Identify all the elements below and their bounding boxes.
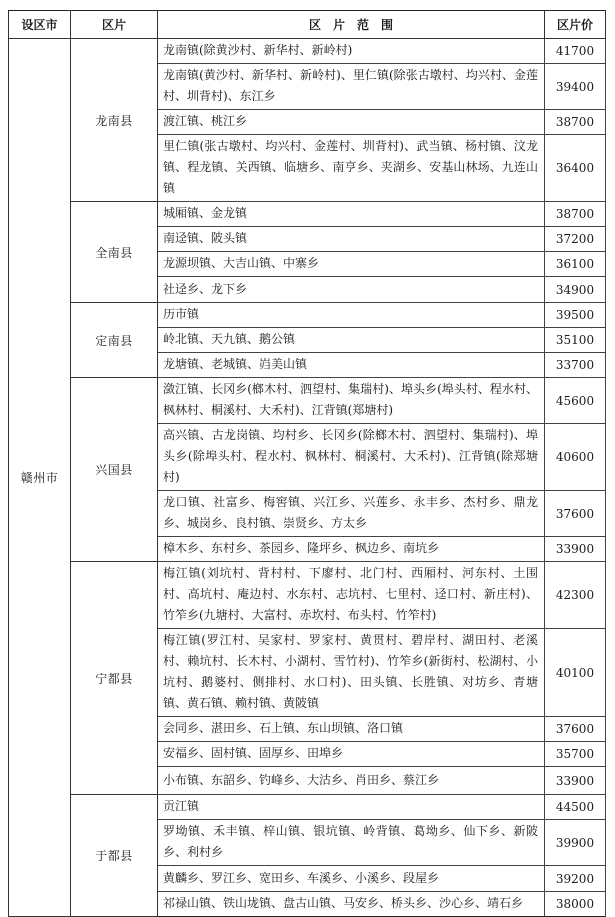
range-cell: 祁禄山镇、铁山垅镇、盘古山镇、马安乡、桥头乡、沙心乡、靖石乡 <box>158 892 545 917</box>
range-cell: 潋江镇、长冈乡(榔木村、泗望村、集瑞村)、埠头乡(埠头村、程水村、枫林村、桐溪村、大禾村)、江背镇(郑塘村) <box>158 378 545 424</box>
price-cell: 33900 <box>545 767 606 795</box>
land-price-sheet <box>8 10 605 917</box>
range-cell: 高兴镇、古龙岗镇、均村乡、长冈乡(除榔木村、泗望村、集瑞村)、埠头乡(除埠头村、程水村、枫林村、桐溪村、大禾村)、江背镇(除郑塘村) <box>158 424 545 491</box>
price-cell: 36100 <box>545 252 606 277</box>
price-cell: 38700 <box>545 202 606 227</box>
price-cell: 44500 <box>545 795 606 820</box>
district-cell: 兴国县 <box>71 378 158 562</box>
district-cell: 宁都县 <box>71 562 158 795</box>
price-cell: 37600 <box>545 491 606 537</box>
range-cell: 安福乡、固村镇、固厚乡、田埠乡 <box>158 742 545 767</box>
header-city: 设区市 <box>9 11 71 39</box>
table-body <box>9 39 606 917</box>
district-cell: 龙南县 <box>71 39 158 202</box>
range-cell: 龙口镇、社富乡、梅窖镇、兴江乡、兴莲乡、永丰乡、杰村乡、鼎龙乡、城岗乡、良村镇、崇贤乡、方太乡 <box>158 491 545 537</box>
price-cell: 42300 <box>545 562 606 629</box>
range-cell: 黄麟乡、罗江乡、宽田乡、车溪乡、小溪乡、段屋乡 <box>158 866 545 892</box>
price-cell: 34900 <box>545 277 606 303</box>
price-cell: 35700 <box>545 742 606 767</box>
range-cell: 历市镇 <box>158 303 545 328</box>
range-cell: 龙塘镇、老城镇、岿美山镇 <box>158 353 545 378</box>
price-cell: 39900 <box>545 820 606 866</box>
price-cell: 35100 <box>545 328 606 353</box>
district-cell: 定南县 <box>71 303 158 378</box>
price-cell: 36400 <box>545 135 606 202</box>
price-cell: 33700 <box>545 353 606 378</box>
price-cell: 37200 <box>545 227 606 252</box>
price-cell: 33900 <box>545 537 606 562</box>
table-row <box>9 378 606 424</box>
price-cell: 39500 <box>545 303 606 328</box>
range-cell: 龙南镇(黄沙村、新华村、新岭村)、里仁镇(除张古墩村、均兴村、金莲村、圳背村)、东江乡 <box>158 64 545 110</box>
table-row <box>9 39 606 64</box>
land-price-table <box>8 10 606 917</box>
range-cell: 罗坳镇、禾丰镇、梓山镇、银坑镇、岭背镇、葛坳乡、仙下乡、新陂乡、利村乡 <box>158 820 545 866</box>
price-cell: 40100 <box>545 629 606 717</box>
range-cell: 龙南镇(除黄沙村、新华村、新岭村) <box>158 39 545 64</box>
price-cell: 39400 <box>545 64 606 110</box>
range-cell: 贡江镇 <box>158 795 545 820</box>
header-price: 区片价 <box>545 11 606 39</box>
district-cell: 全南县 <box>71 202 158 303</box>
range-cell: 小布镇、东韶乡、钓峰乡、大沽乡、肖田乡、蔡江乡 <box>158 767 545 795</box>
header-district: 区片 <box>71 11 158 39</box>
range-cell: 龙源坝镇、大吉山镇、中寨乡 <box>158 252 545 277</box>
header-row <box>9 11 606 39</box>
price-cell: 38000 <box>545 892 606 917</box>
range-cell: 城厢镇、金龙镇 <box>158 202 545 227</box>
price-cell: 45600 <box>545 378 606 424</box>
range-cell: 梅江镇(刘坑村、背村村、下廖村、北门村、西厢村、河东村、土围村、高坑村、庵边村、水东村、志坑村、七里村、迳口村、新庄村)、竹笮乡(九塘村、大富村、赤坎村、布头村、竹笮村) <box>158 562 545 629</box>
range-cell: 里仁镇(张古墩村、均兴村、金莲村、圳背村)、武当镇、杨村镇、汶龙镇、程龙镇、关西镇、临塘乡、南亨乡、夹湖乡、安基山林场、九连山镇 <box>158 135 545 202</box>
city-cell: 赣州市 <box>9 39 71 917</box>
range-cell: 樟木乡、东村乡、茶园乡、隆坪乡、枫边乡、南坑乡 <box>158 537 545 562</box>
price-cell: 37600 <box>545 717 606 742</box>
table-row <box>9 562 606 629</box>
table-row <box>9 303 606 328</box>
table-row <box>9 202 606 227</box>
price-cell: 41700 <box>545 39 606 64</box>
price-cell: 38700 <box>545 110 606 135</box>
table-row <box>9 795 606 820</box>
district-cell: 于都县 <box>71 795 158 917</box>
range-cell: 岭北镇、天九镇、鹅公镇 <box>158 328 545 353</box>
range-cell: 梅江镇(罗江村、吴家村、罗家村、黄贯村、碧岸村、湖田村、老溪村、赖坑村、长木村、小湖村、雪竹村)、竹笮乡(新街村、松湖村、小坑村、鹅婆村、侧排村、水口村)、田头镇、长胜镇、对坊乡、青塘镇、黄石镇、赖村镇、黄陂镇 <box>158 629 545 717</box>
range-cell: 会同乡、湛田乡、石上镇、东山坝镇、洛口镇 <box>158 717 545 742</box>
header-range: 区 片 范 围 <box>158 11 545 39</box>
range-cell: 社迳乡、龙下乡 <box>158 277 545 303</box>
price-cell: 40600 <box>545 424 606 491</box>
range-cell: 南迳镇、陂头镇 <box>158 227 545 252</box>
range-cell: 渡江镇、桃江乡 <box>158 110 545 135</box>
price-cell: 39200 <box>545 866 606 892</box>
